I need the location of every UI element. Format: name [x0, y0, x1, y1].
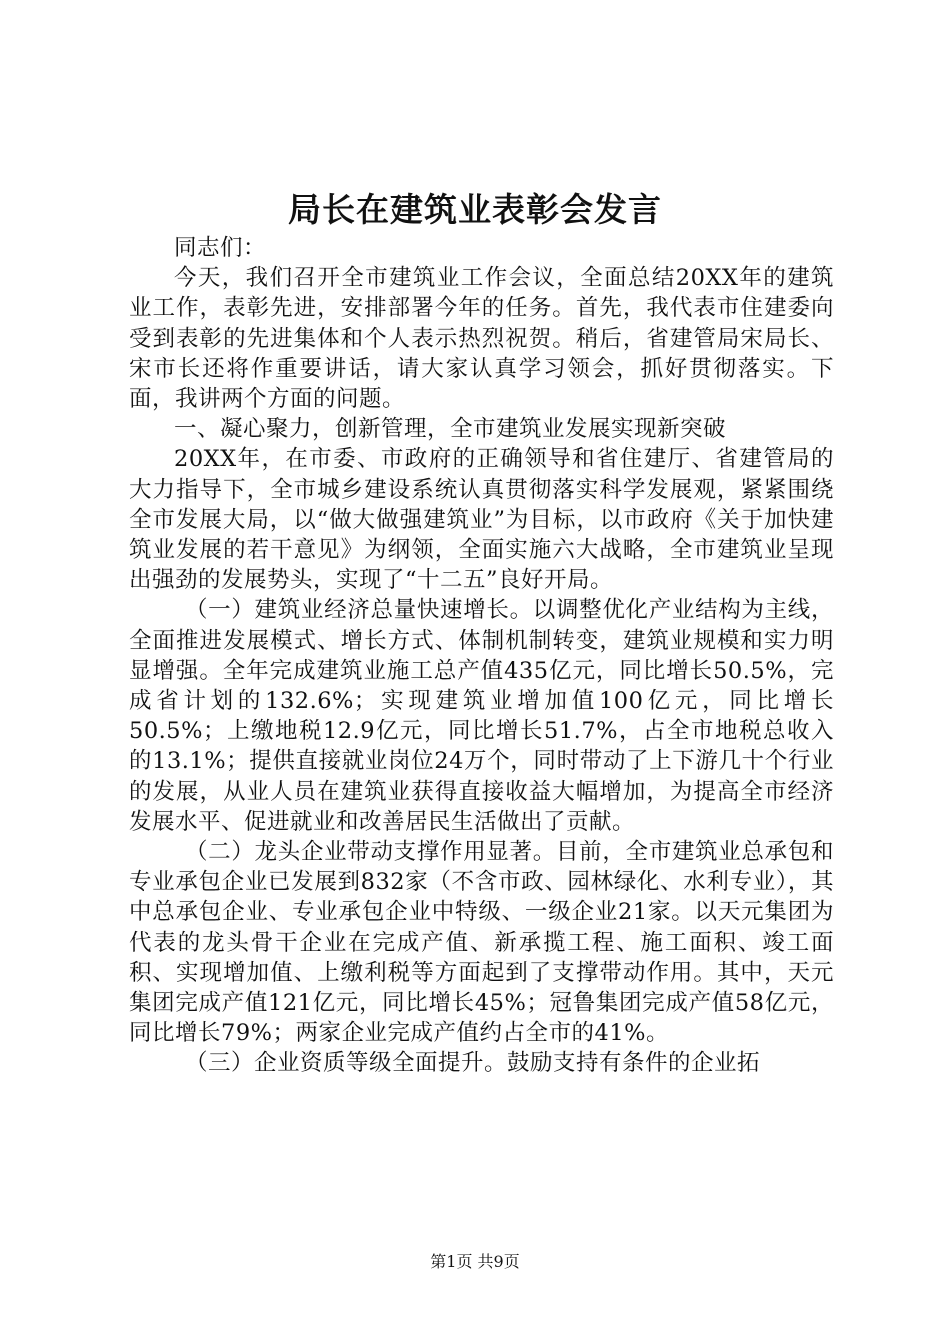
paragraph-item-3: （三）企业资质等级全面提升。鼓励支持有条件的企业拓 [185, 1050, 761, 1077]
document-body [129, 233, 834, 1079]
paragraph-item-2: （二）龙头企业带动支撑作用显著。目前，全市建筑业总承包和专业承包企业已发展到832家（不含市政、园林绿化、水利专业），其中总承包企业、专业承包企业中特级、一级企业21家。以天元集团为代表的龙头骨干企业在完成产值、新承揽工程、施工面积、竣工面积、实现增加值、上缴利税等方面起到了支撑带动作用。其中，天元集团完成产值121亿元，同比增长45%；冠鲁集团完成产值58亿元，同比增长79%；两家企业完成产值约占全市的41%。 [129, 839, 834, 1047]
document-title: 局长在建筑业表彰会发言 [288, 190, 662, 229]
page-number: 第1页 共9页 [430, 1252, 520, 1271]
paragraph-intro: 今天，我们召开全市建筑业工作会议，全面总结20XX年的建筑业工作，表彰先进，安排部署今年的任务。首先，我代表市住建委向受到表彰的先进集体和个人表示热烈祝贺。稍后，省建管局宋局长、宋市长还将作重要讲话，请大家认真学习领会，抓好贯彻落实。下面，我讲两个方面的问题。 [129, 265, 834, 413]
salutation: 同志们： [174, 235, 267, 261]
paragraph-overview: 20XX年，在市委、市政府的正确领导和省住建厅、省建管局的大力指导下，全市城乡建设系统认真贯彻落实科学发展观，紧紧围绕全市发展大局，以“做大做强建筑业”为目标，以市政府《关于加快建筑业发展的若干意见》为纲领，全面实施六大战略，全市建筑业呈现出强劲的发展势头，实现了“十二五”良好开局。 [129, 446, 834, 594]
paragraph-item-1: （一）建筑业经济总量快速增长。以调整优化产业结构为主线，全面推进发展模式、增长方式、体制机制转变，建筑业规模和实力明显增强。全年完成建筑业施工总产值435亿元，同比增长50.5%，完成省计划的132.6%；实现建筑业增加值100亿元，同比增长50.5%；上缴地税12.9亿元，同比增长51.7%，占全市地税总收入的13.1%；提供直接就业岗位24万个，同时带动了上下游几十个行业的发展，从业人员在建筑业获得直接收益大幅增加，为提高全市经济发展水平、促进就业和改善居民生活做出了贡献。 [129, 597, 834, 835]
section-heading-1: 一、凝心聚力，创新管理，全市建筑业发展实现新突破 [174, 416, 727, 443]
